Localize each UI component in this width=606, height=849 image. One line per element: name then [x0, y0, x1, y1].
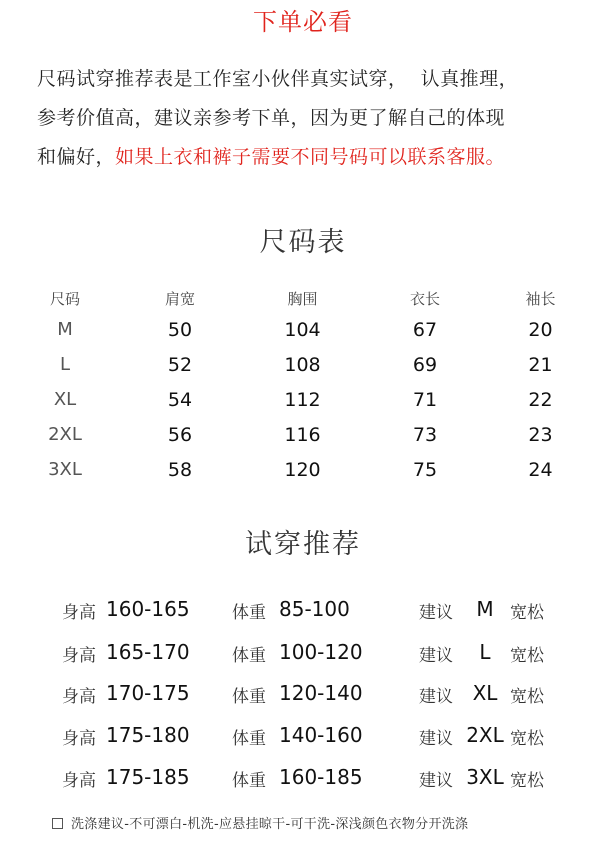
weight-range: 100-120: [279, 640, 363, 664]
measure-cell: 67: [412, 318, 438, 341]
suggested-size: L: [479, 640, 491, 664]
recommend-row: [0, 597, 606, 627]
measure-cell: 120: [284, 458, 321, 481]
intro-text: [37, 60, 582, 177]
measure-cell: 58: [167, 458, 193, 481]
recommend-row: [0, 765, 606, 795]
measure-cell: 73: [412, 423, 438, 446]
height-range: 165-170: [106, 640, 190, 664]
size-cell: M: [57, 319, 73, 340]
measure-cell: 69: [412, 353, 438, 376]
weight-range: 85-100: [279, 597, 350, 621]
intro-line-3-prefix: 和偏好，: [37, 146, 116, 168]
size-chart-title: 尺码表: [259, 227, 347, 258]
measure-cell: 116: [284, 423, 321, 446]
fit-label: 宽松: [510, 729, 544, 749]
suggested-size: XL: [472, 681, 498, 705]
header-length: 衣长: [409, 289, 440, 308]
size-table-row: [0, 382, 606, 417]
weight-range: 140-160: [279, 723, 363, 747]
recommend-row: [0, 681, 606, 711]
suggested-size: 2XL: [466, 723, 504, 747]
fit-label: 宽松: [510, 603, 544, 623]
measure-cell: 52: [167, 353, 193, 376]
weight-label: 体重: [232, 646, 266, 666]
suggested-size: M: [476, 597, 494, 621]
checkbox-icon: [52, 818, 63, 829]
measure-cell: 75: [412, 458, 438, 481]
measure-cell: 50: [167, 318, 193, 341]
recommend-title: 试穿推荐: [245, 529, 361, 560]
weight-label: 体重: [232, 603, 266, 623]
weight-range: 160-185: [279, 765, 363, 789]
intro-line-2: 参考价值高，建议亲参考下单，因为更了解自己的体现: [37, 107, 506, 129]
size-table: [0, 284, 606, 487]
fit-label: 宽松: [510, 646, 544, 666]
height-range: 160-165: [106, 597, 190, 621]
recommend-row: [0, 723, 606, 753]
measure-cell: 71: [412, 388, 438, 411]
size-table-header: [0, 284, 606, 312]
suggest-label: 建议: [419, 646, 453, 666]
measure-cell: 56: [167, 423, 193, 446]
measure-cell: 104: [284, 318, 321, 341]
intro-line-1: 尺码试穿推荐表是工作室小伙伴真实试穿， 认真推理，: [37, 68, 519, 90]
measure-cell: 24: [528, 458, 553, 481]
recommend-row: [0, 640, 606, 670]
weight-label: 体重: [232, 771, 266, 791]
measure-cell: 23: [528, 423, 553, 446]
height-range: 175-185: [106, 765, 190, 789]
height-label: 身高: [62, 603, 96, 623]
measure-cell: 54: [167, 388, 193, 411]
header-size: 尺码: [49, 289, 80, 308]
measure-cell: 21: [528, 353, 553, 376]
size-cell: 2XL: [48, 424, 82, 445]
suggest-label: 建议: [419, 687, 453, 707]
measure-cell: 20: [528, 318, 553, 341]
size-cell: XL: [53, 389, 77, 410]
fit-label: 宽松: [510, 771, 544, 791]
header-chest: 胸围: [287, 289, 318, 308]
weight-label: 体重: [232, 687, 266, 707]
height-range: 170-175: [106, 681, 190, 705]
size-table-row: [0, 417, 606, 452]
measure-cell: 108: [284, 353, 321, 376]
wash-note-text: 洗涤建议-不可漂白-机洗-应悬挂晾干-可干洗-深浅颜色衣物分开洗涤: [71, 817, 469, 832]
header-title: 下单必看: [253, 8, 353, 36]
height-label: 身高: [62, 729, 96, 749]
measure-cell: 22: [528, 388, 553, 411]
height-label: 身高: [62, 646, 96, 666]
intro-line-3: [37, 138, 582, 177]
size-cell: L: [59, 354, 71, 375]
weight-label: 体重: [232, 729, 266, 749]
size-table-row: [0, 452, 606, 487]
size-table-row: [0, 312, 606, 347]
intro-highlight: 如果上衣和裤子需要不同号码可以联系客服。: [115, 146, 506, 168]
header-shoulder: 肩宽: [164, 289, 195, 308]
height-label: 身高: [62, 687, 96, 707]
suggested-size: 3XL: [466, 765, 504, 789]
wash-note: [52, 813, 468, 832]
suggest-label: 建议: [419, 603, 453, 623]
suggest-label: 建议: [419, 729, 453, 749]
suggest-label: 建议: [419, 771, 453, 791]
fit-label: 宽松: [510, 687, 544, 707]
measure-cell: 112: [284, 388, 321, 411]
size-table-row: [0, 347, 606, 382]
height-range: 175-180: [106, 723, 190, 747]
header-sleeve: 袖长: [525, 289, 556, 308]
size-cell: 3XL: [48, 459, 82, 480]
height-label: 身高: [62, 771, 96, 791]
weight-range: 120-140: [279, 681, 363, 705]
